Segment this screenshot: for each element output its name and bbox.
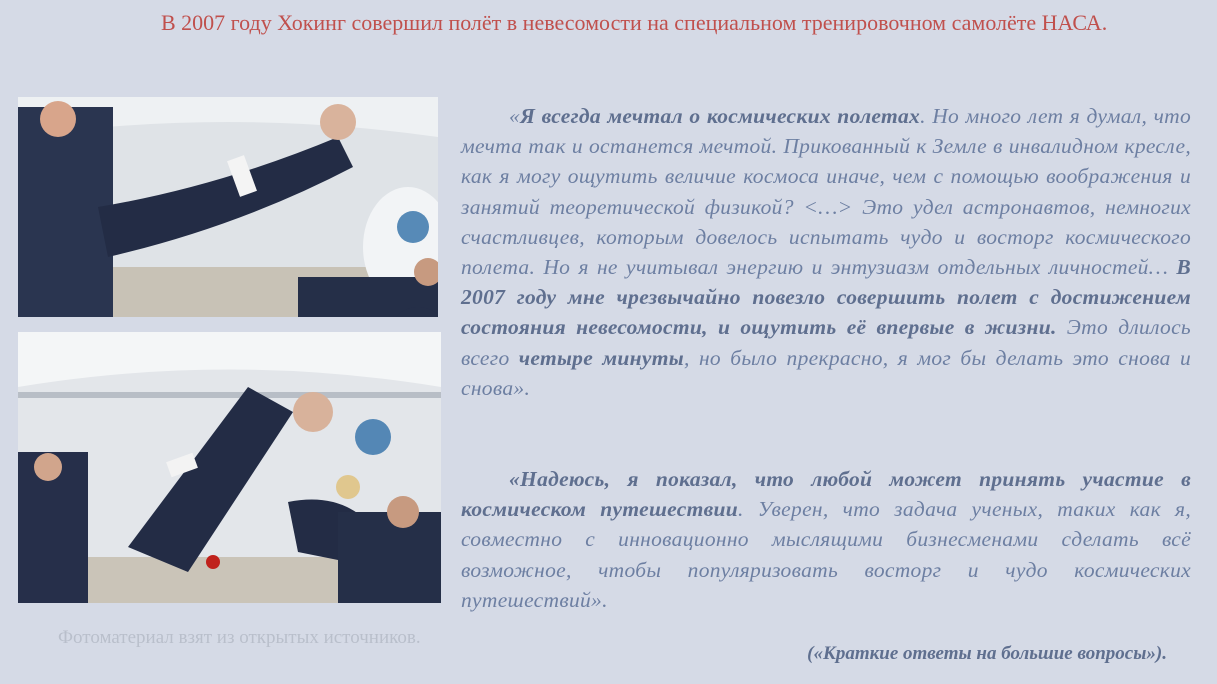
zero-gravity-photo-top	[18, 97, 438, 317]
zero-gravity-illustration-1	[18, 97, 438, 317]
quote-bold-phrase: В 2007 году мне чрезвычайно повезло совершить полет с достижением состояния невесомости, и ощутить её впервые в жизни.	[461, 255, 1191, 340]
quote-text: , но было прекрасно, я мог бы делать это снова и снова».	[461, 345, 1192, 400]
quote-bold-phrase: Я всегда мечтал о космических полетах	[520, 104, 921, 128]
slide-heading: В 2007 году Хокинг совершил полёт в невесомости на специальном тренировочном самолёте НАСА.	[161, 10, 1108, 35]
quote-weightlessness	[461, 101, 1191, 403]
quote-bold-phrase: четыре минуты	[518, 345, 684, 370]
quote-bold-phrase: «Надеюсь, я показал, что любой может принять участие в космическом путешествии	[461, 467, 1191, 522]
quote-text: Это длилось всего	[461, 315, 1192, 370]
zero-gravity-photo-bottom	[18, 332, 441, 603]
photo-credit: Фотоматериал взят из открытых источников.	[58, 627, 421, 648]
quote-text: . Уверен, что задача ученых, таких как я, совместно с инновационно мыслящими бизнесменами сделать всё возможное, чтобы популяризовать восторг и чудо космических путешествий».	[461, 497, 1191, 612]
quote-open-mark: «	[509, 104, 521, 128]
quote-text: . Но много лет я думал, что мечта так и останется мечтой. Прикованный к Земле в инвалидном кресле, как я могу ощутить величие космоса иначе, чем с помощью воображения и занятий теоретической физикой? <…> Это удел астронавтов, немногих счастливцев, которым довелось испытать чудо и восторг космического полета. Но я не учитывал энергию и энтузиазм отдельных личностей…	[461, 104, 1191, 280]
book-source: («Краткие ответы на большие вопросы»).	[807, 643, 1167, 664]
zero-gravity-illustration-2	[18, 332, 441, 603]
quote-space-travel	[461, 464, 1191, 615]
